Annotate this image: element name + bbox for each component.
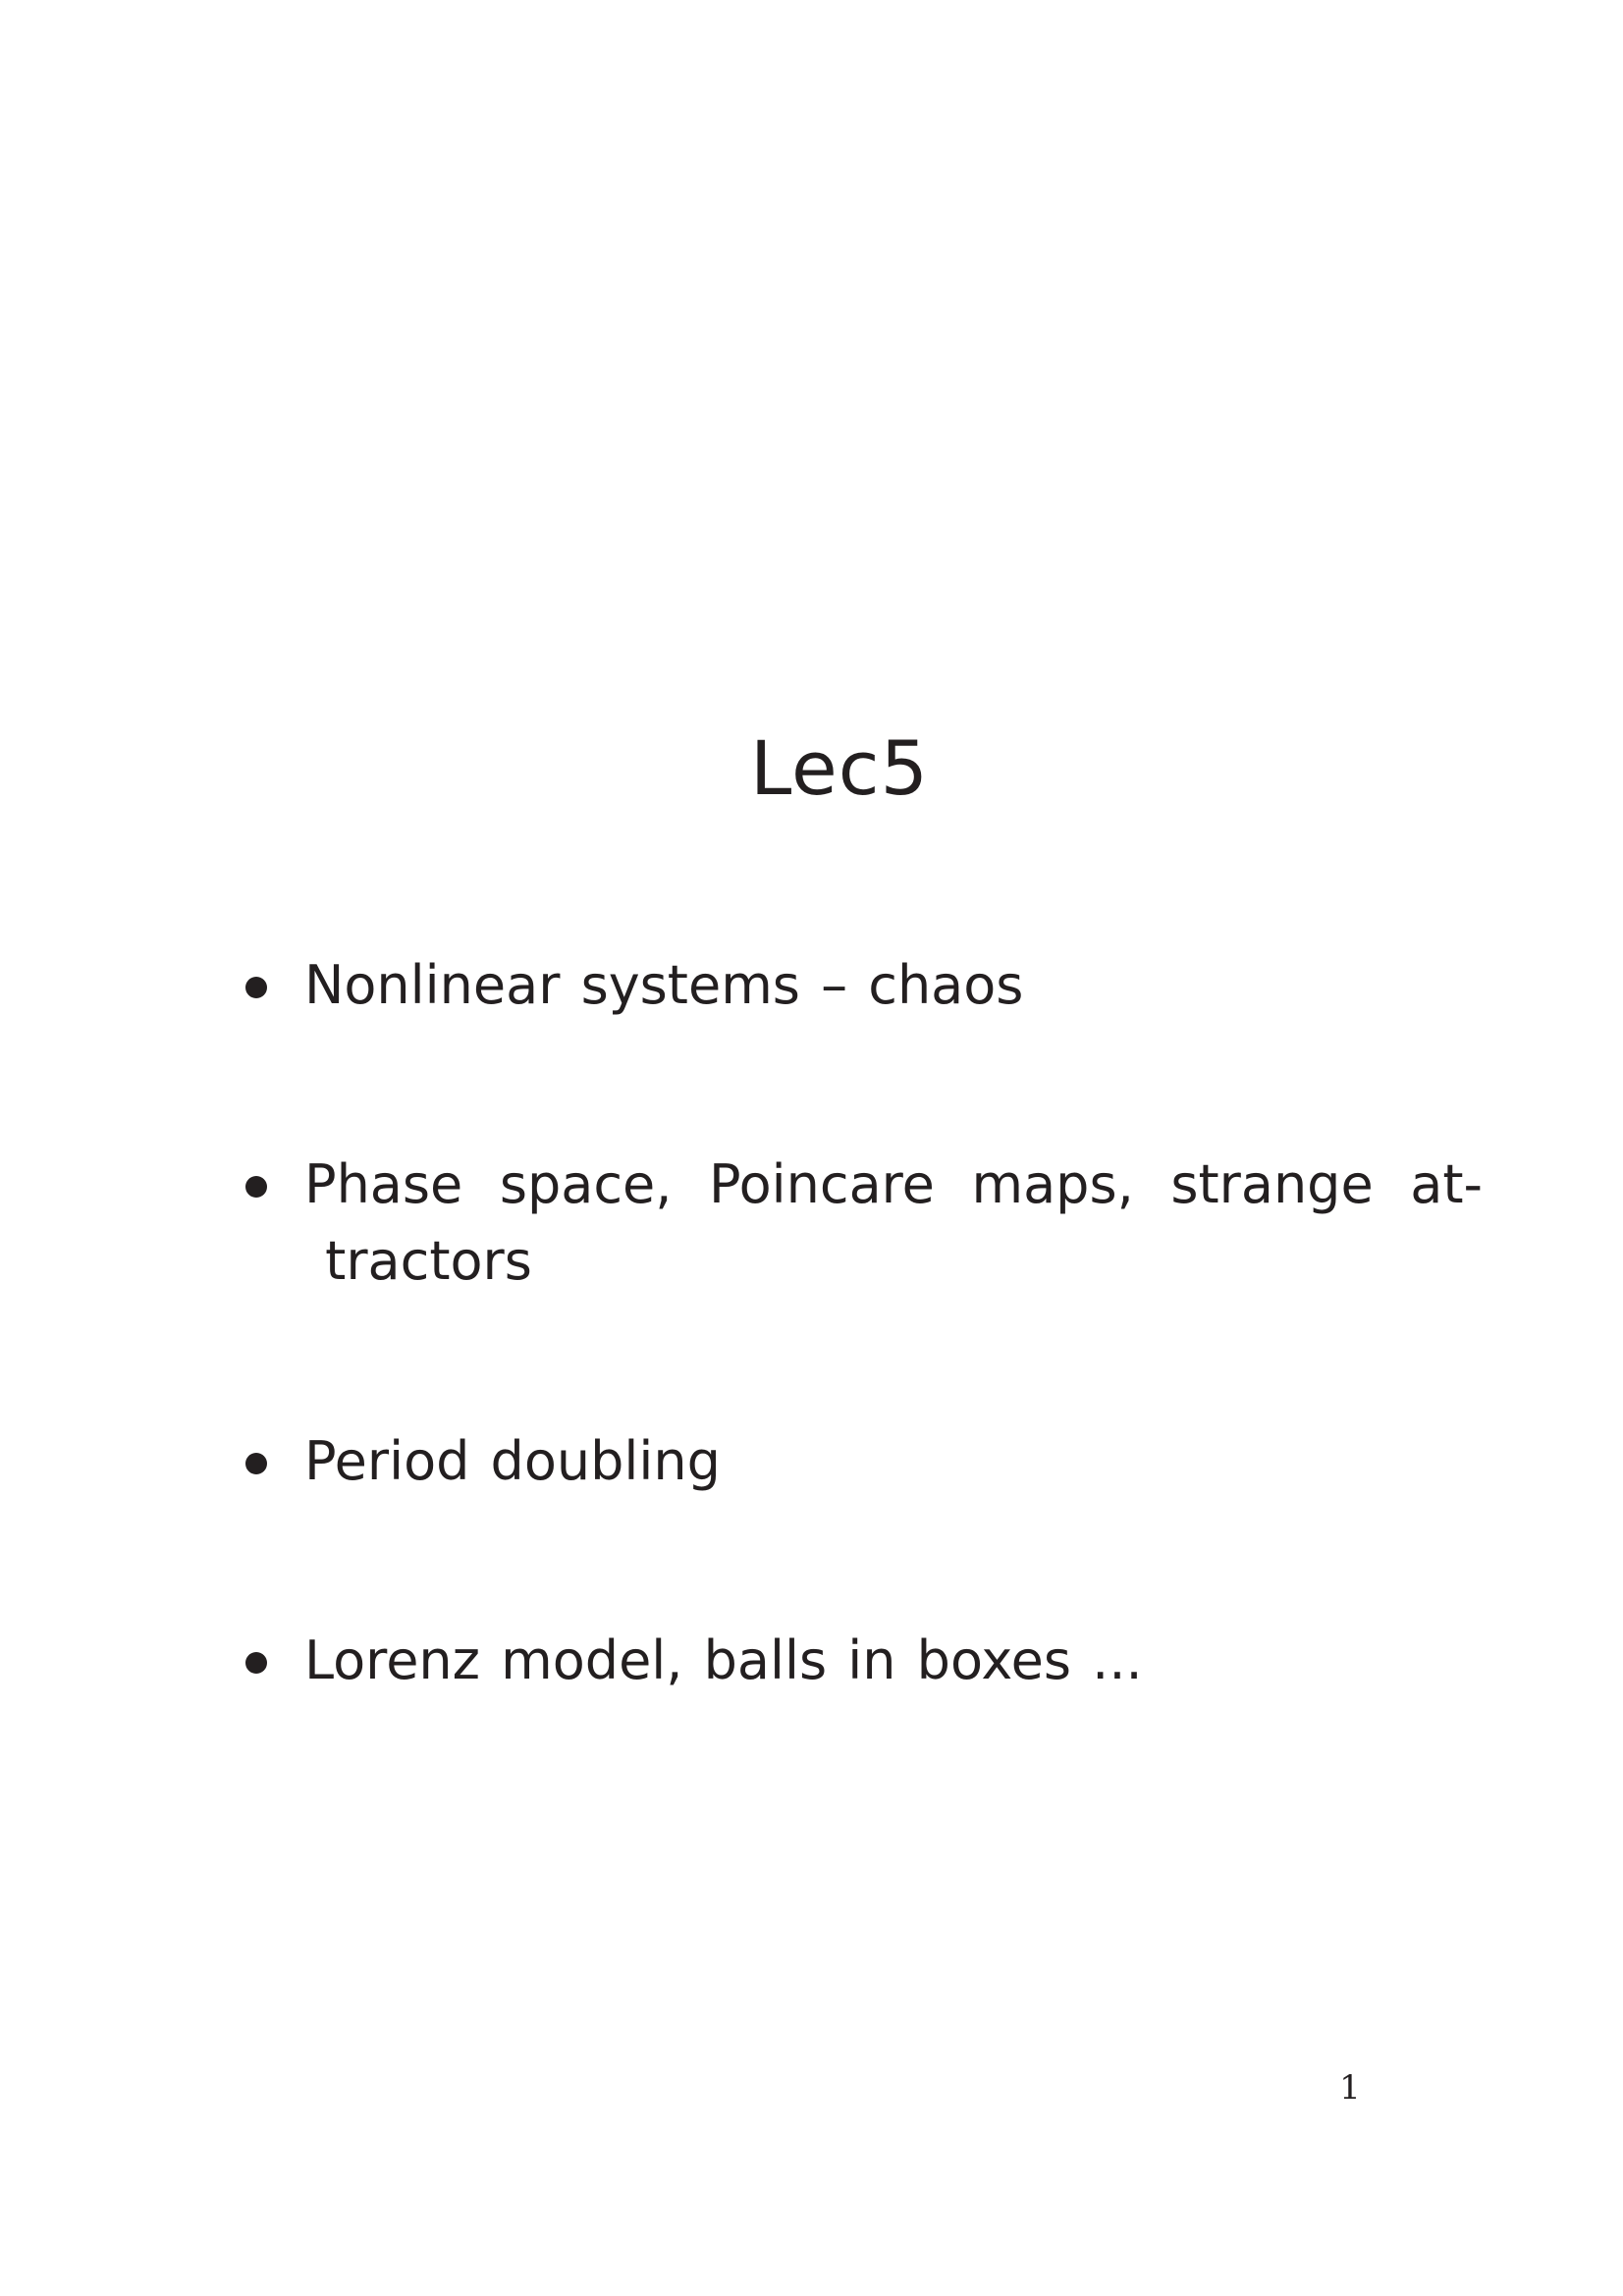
bullet-icon [245, 1176, 267, 1198]
page-number: 1 [1339, 2068, 1361, 2108]
bullet-icon [245, 977, 267, 998]
bullet-icon [245, 1652, 267, 1674]
list-item-text: Nonlinear systems – chaos [304, 954, 1024, 1016]
list-item-text: Phase space, Poincare maps, strange at- tractors [304, 1153, 1483, 1292]
list-item-text: Lorenz model, balls in boxes ... [304, 1629, 1143, 1691]
bullet-icon [245, 1453, 267, 1474]
page-title: Lec5 [750, 724, 929, 812]
list-item-text: Period doubling [304, 1430, 721, 1492]
